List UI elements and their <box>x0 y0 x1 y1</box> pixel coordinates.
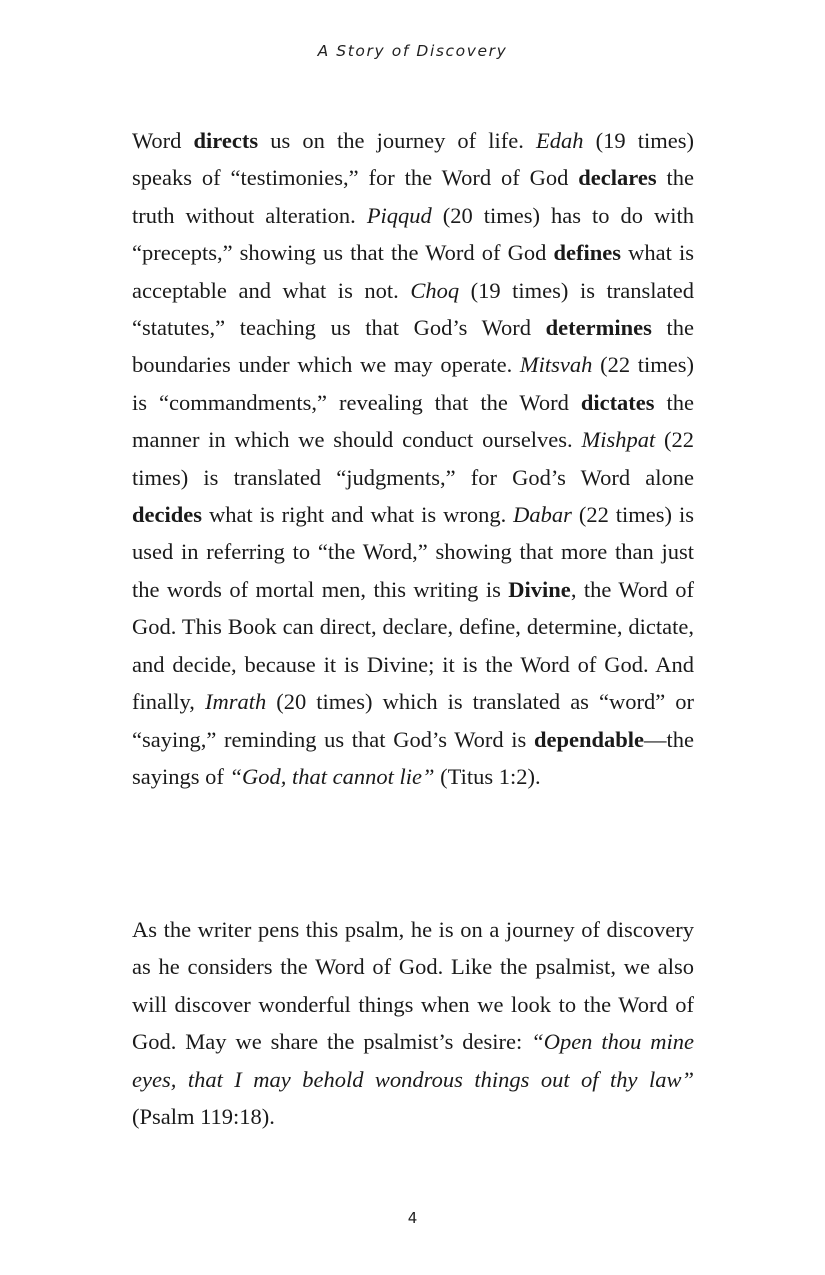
emphasis-bold: dependable <box>533 726 644 752</box>
text-run: Word <box>132 128 194 153</box>
text-run: (19 times) is translated “statutes,” teaching us that God’s Word <box>132 277 695 341</box>
text-run: us on the journey of life. <box>258 128 537 153</box>
text-run: what is acceptable and what is not. <box>132 240 694 303</box>
scripture-reference: (Psalm 119:18). <box>132 1104 275 1130</box>
text-run: (19 times) speaks of “testimonies,” for the Word of God <box>132 128 694 191</box>
text-run: As the writer pens this psalm, he is on a journey of discovery as he considers the Word of God. Like the psalmist, we also will discover wonderful things when we look to the Word of God. May we share the psalmist’s desire: <box>132 917 694 1055</box>
scripture-quote: “God, that cannot lie” <box>229 763 435 789</box>
emphasis-bold: decides <box>132 502 202 528</box>
hebrew-term: Choq <box>410 277 460 303</box>
body-paragraph-1 <box>132 122 694 795</box>
text-run: (22 times) is translated “judgments,” for God’s Word alone <box>132 427 695 490</box>
text-run: , the Word of God. This Book can direct, declare, define, determine, dictate, and decide, because it is Divine; it is the Word of God. And finally, <box>132 576 694 715</box>
emphasis-bold: dictates <box>580 389 655 415</box>
scripture-reference: (Titus 1:2). <box>434 763 541 789</box>
hebrew-term: Mishpat <box>581 427 656 453</box>
text-run: (22 times) is used in referring to “the Word,” showing that more than just the words of mortal men, this writing is <box>132 502 694 602</box>
hebrew-term: Imrath <box>204 689 267 715</box>
text-run: (20 times) has to do with “precepts,” showing us that the Word of God <box>132 202 694 266</box>
hebrew-term: Piqqud <box>366 202 432 228</box>
text-run: —the sayings of <box>132 726 694 789</box>
text-run: (22 times) is “commandments,” revealing that the Word <box>132 352 695 415</box>
text-run: (20 times) which is translated as “word” or “saying,” reminding us that God’s Word is <box>132 689 694 752</box>
emphasis-bold: directs <box>193 128 259 153</box>
emphasis-bold: declares <box>578 165 657 191</box>
emphasis-bold: defines <box>553 240 622 266</box>
body-paragraph-2 <box>132 911 694 1135</box>
emphasis-bold: determines <box>545 315 652 341</box>
text-run: the truth without alteration. <box>132 165 694 228</box>
text-run: the boundaries under which we may operate. <box>132 315 694 378</box>
hebrew-term: Edah <box>536 128 584 153</box>
text-run: what is right and what is wrong. <box>202 502 514 528</box>
hebrew-term: Mitsvah <box>519 352 593 378</box>
running-header-title: A Story of Discovery <box>317 42 508 60</box>
scripture-quote: “Open thou mine eyes, that I may behold wondrous things out of thy law” <box>132 1029 694 1092</box>
text-run: the manner in which we should conduct ourselves. <box>132 389 694 453</box>
page-number: 4 <box>407 1209 418 1227</box>
hebrew-term: Dabar <box>513 502 572 528</box>
emphasis-bold: Divine <box>508 576 571 602</box>
